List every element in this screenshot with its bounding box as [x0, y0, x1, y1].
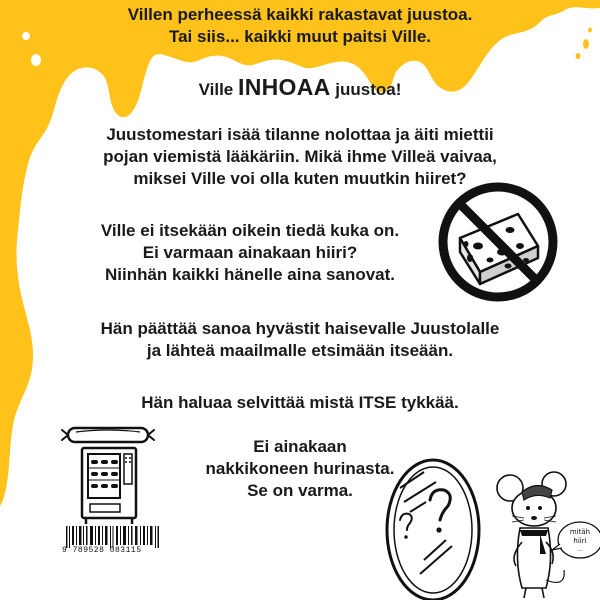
hate-line-emphasis: INHOAA: [238, 74, 331, 100]
paragraph-1-line-1: Juustomestari isää tilanne nolottaa ja äiti miettii: [106, 125, 494, 144]
intro-line-2: Tai siis... kaikki muut paitsi Ville.: [168, 27, 432, 46]
speech-bubble-text: mitäh: [569, 528, 591, 536]
paragraph-1-line-2: pojan viemistä lääkäriin. Mikä ihme Villeä vaivaa,: [103, 147, 497, 166]
hate-line-suffix: juustoa!: [330, 80, 402, 99]
intro-text: [0, 4, 600, 48]
paragraph-2-line-2: Ei varmaan ainakaan hiiri?: [142, 243, 358, 262]
paragraph-4-line: Hän haluaa selvittää mistä ITSE tykkää.: [141, 393, 459, 412]
mouse-icon: [494, 470, 600, 600]
hate-line-prefix: Ville: [198, 80, 238, 99]
mirror-icon: [378, 450, 488, 600]
sausage-machine-icon: [58, 418, 158, 530]
paragraph-2-line-1: Ville ei itsekään oikein tiedä kuka on.: [100, 221, 400, 240]
paragraph-3-line-1: Hän päättää sanoa hyvästit haisevalle Juustolalle: [100, 319, 500, 338]
paragraph-3-line-2: ja lähteä maailmalle etsimään itseään.: [146, 341, 454, 360]
intro-line-1: Villen perheessä kaikki rakastavat juustoa.: [127, 5, 473, 24]
svg-text:hiiri: hiiri: [573, 537, 587, 545]
paragraph-2-line-3: Niinhän kaikki hänelle aina sanovat.: [104, 265, 396, 284]
closing-line-1: Ei ainakaan: [253, 437, 347, 456]
closing-line-2: nakkikoneen hurinasta.: [205, 459, 395, 478]
paragraph-2: [0, 220, 500, 286]
paragraph-1-line-3: miksei Ville voi olla kuten muutkin hiiret?: [133, 169, 467, 188]
paragraph-4: [0, 392, 600, 414]
paragraph-3: [0, 318, 600, 362]
no-cheese-icon: [436, 180, 560, 304]
svg-text:...: ...: [577, 546, 583, 553]
barcode-icon: [66, 526, 162, 548]
closing-line-3: Se on varma.: [247, 481, 353, 500]
hate-line: [0, 76, 600, 101]
barcode-number: 9 789528 083115: [62, 546, 142, 555]
